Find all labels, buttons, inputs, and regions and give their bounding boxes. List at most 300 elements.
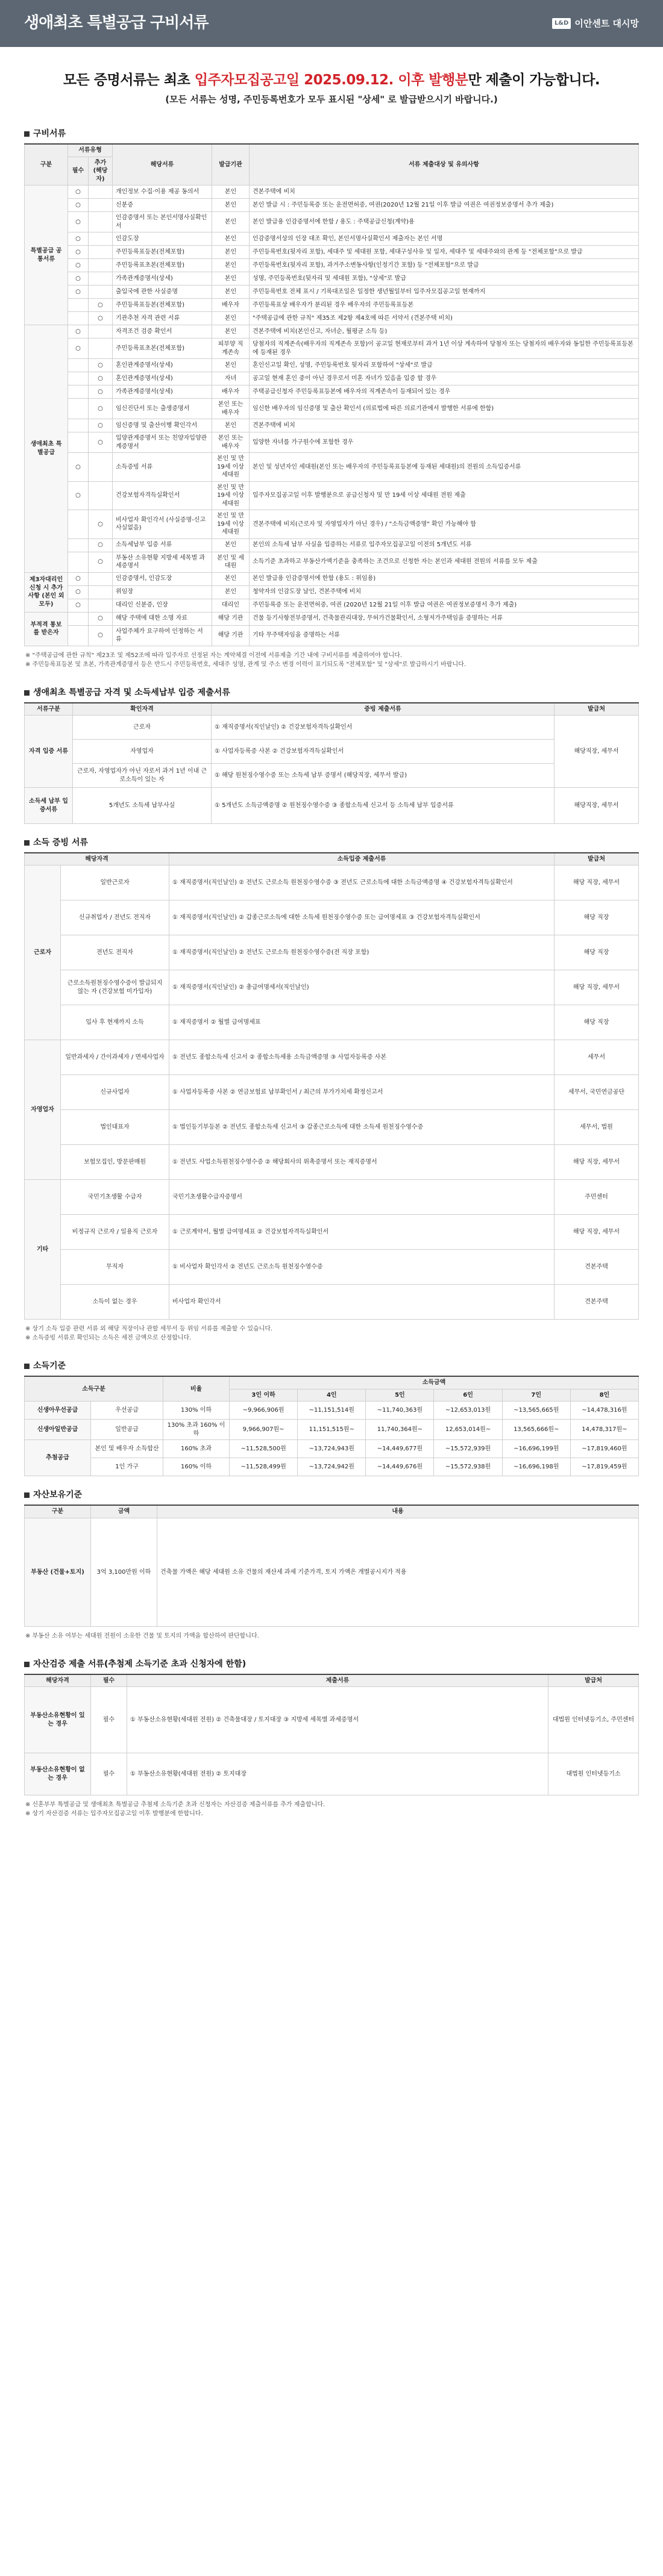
col-doc: 해당서류 (113, 144, 212, 186)
cell-extra: ○ (89, 299, 113, 312)
cell-docs: ① 법인등기부등본 ② 전년도 종합소득세 신고서 ③ 갑종근로소득에 대한 소득세 원천징수영수증 (169, 1110, 555, 1145)
cell-extra: ○ (89, 312, 113, 325)
cell-value: ~14,449,677원 (366, 1440, 434, 1458)
cell-extra (89, 259, 113, 272)
table-row (25, 538, 639, 552)
cell-doc: 출입국에 관한 사실증명 (113, 285, 212, 299)
cell-target: 근로자, 자영업자가 아닌 자로서 과거 1년 이내 근로소득이 있는 자 (73, 764, 212, 788)
col-size: 소득금액 (230, 1376, 639, 1389)
cell-detail: 주민등록번호(뒷자리 포함), 세대주 및 세대원 포함, 세대구성사유 및 일자, 세대주 및 세대주와의 관계 등 "전체포함"으로 발급 (250, 246, 639, 259)
cell-docs: 비사업자 확인각서 (169, 1285, 555, 1320)
cell-value: 9,966,907원~ (230, 1420, 298, 1440)
cell-doc: 인감도장 (113, 232, 212, 246)
cell-extra: ○ (89, 625, 113, 646)
table-row (25, 625, 639, 646)
cell-issuer: 해당 직장, 세무서 (555, 1215, 639, 1250)
cell-doc: 주민등록표등본(전체포함) (113, 299, 212, 312)
cell-must (68, 510, 89, 539)
table-row (25, 1285, 639, 1320)
cell-extra (89, 338, 113, 359)
cell-group: 자영업자 (25, 1040, 61, 1180)
cell-issuer: 대법원 인터넷등기소, 주민센터 (548, 1687, 639, 1753)
table-row (25, 246, 639, 259)
table-row (25, 1145, 639, 1180)
cell-value: ~17,819,460원 (570, 1440, 638, 1458)
cell-issuer: 해당직장, 세무서 (555, 716, 639, 788)
col-group: 구분 (25, 144, 68, 186)
cell-detail: 견본주택에 비치(근로자 및 자영업자가 아닌 경우) / "소득금액증명" 확인 가능해야 함 (250, 510, 639, 539)
income-docs-section (24, 685, 639, 824)
cell-detail: 주택공급신청자 주민등록표등본에 배우자의 직계존속이 등재되어 있는 경우 (250, 385, 639, 399)
cell-docs: ① 전년도 종합소득세 신고서 ② 종합소득세용 소득금액증명 ③ 사업자등록증 사본 (169, 1040, 555, 1075)
cell-issuer: 대법원 인터넷등기소 (548, 1753, 639, 1795)
cell-doc: 개인정보 수집·이용 제공 동의서 (113, 186, 212, 199)
cell-docs: ① 부동산소유현황(세대원 전원) ② 건축물대장 / 토지대장 ③ 지방세 세목별 과세증명서 (127, 1687, 548, 1753)
cell-label: 본인 및 배우자 소득합산 (91, 1440, 163, 1458)
cell-detail: "주택공급에 관한 규칙" 제35조 제2항 제4호에 따른 서약서 (견본주택 비치) (250, 312, 639, 325)
square-bullet-icon (24, 690, 30, 696)
cell-value: ~16,696,198원 (502, 1458, 570, 1476)
cell-extra (89, 453, 113, 482)
cell-extra: ○ (89, 372, 113, 385)
cell-docs: ① 재직증명서(직인날인) ② 건강보험자격득실확인서 (212, 716, 555, 740)
cell-docs: ① 재직증명서 ② 월별 급여명세표 (169, 1005, 555, 1040)
cell-issuer: 해당 직장, 세무서 (555, 1145, 639, 1180)
income-std-table (24, 1376, 639, 1476)
section-heading: 소득기준 (24, 1358, 639, 1376)
cell-extra: ○ (89, 359, 113, 372)
cell-issuer: 본인 및 세대원 (212, 552, 250, 572)
cell-issuer: 해당직장, 세무서 (555, 788, 639, 824)
cell-value: ~11,528,500원 (230, 1440, 298, 1458)
cell-value: ~12,653,013원 (434, 1402, 502, 1420)
col-member: 5인 (366, 1389, 434, 1402)
cell-sub: 국민기초생활 수급자 (61, 1180, 169, 1215)
cell-value: ~9,966,906원 (230, 1402, 298, 1420)
cell-must (68, 538, 89, 552)
cell-doc: 대리인 신분증, 인장 (113, 599, 212, 612)
cell-extra (89, 232, 113, 246)
cell-sub: 일반근로자 (61, 865, 169, 900)
cell-issuer: 본인 (212, 259, 250, 272)
cell-extra (89, 272, 113, 285)
col-target: 확인자격 (73, 703, 212, 716)
col-docs: 제출서류 (127, 1674, 548, 1687)
table-row (25, 372, 639, 385)
cell-must: ○ (68, 285, 89, 299)
cell-detail: 입양한 자녀를 가구원수에 포함한 경우 (250, 432, 639, 453)
cell-must: ○ (68, 199, 89, 212)
cell-issuer: 해당 기관 (212, 612, 250, 625)
cell-must (68, 419, 89, 432)
cell-issuer: 본인 (212, 325, 250, 338)
cell-detail: 건축물 가액은 해당 세대원 소유 건물의 재산세 과세 기준가격, 토지 가액은 개별공시지가 적용 (157, 1518, 639, 1626)
table-row (25, 900, 639, 935)
cell-label: 1인 가구 (91, 1458, 163, 1476)
income-std-section (24, 1358, 639, 1476)
cell-ratio: 130% 초과 160% 이하 (163, 1420, 230, 1440)
table-row (25, 338, 639, 359)
cell-doc: 건강보험자격득실확인서 (113, 481, 212, 510)
table-row (25, 232, 639, 246)
cell-type: 부동산 (건물+토지) (25, 1518, 91, 1626)
cell-must: ○ (68, 232, 89, 246)
col-member: 8인 (570, 1389, 638, 1402)
col-issuer: 발급처 (555, 703, 639, 716)
cell-detail: 주민등록표상 배우자가 분리된 경우 배우자의 주민등록표등본 (250, 299, 639, 312)
cell-value: ~11,528,499원 (230, 1458, 298, 1476)
asset-docs-table (24, 1674, 639, 1796)
cell-detail: 입주자모집공고일 이후 발행분으로 공급신청자 및 만 19세 이상 세대원 전원 제출 (250, 481, 639, 510)
notice-line2: (모든 서류는 성명, 주민등록번호가 모두 표시된 "상세" 로 발급받으시기 바랍니다.) (165, 94, 498, 105)
cell-doc: 비사업자 확인각서 (사실증명-신고사실없음) (113, 510, 212, 539)
cell-doc: 임신증명 및 출산이행 확인각서 (113, 419, 212, 432)
cell-value: 11,151,515원~ (298, 1420, 366, 1440)
cell-extra (89, 325, 113, 338)
cell-docs: ① 재직증명서(직인날인) ② 총급여명세서(직인날인) (169, 970, 555, 1005)
table-row (25, 1005, 639, 1040)
brand (552, 17, 639, 30)
cell-issuer: 견본주택 (555, 1285, 639, 1320)
cell-detail: 인감증명서상의 인장 대조 확인, 본인서명사실확인서 제출자는 본인 서명 (250, 232, 639, 246)
notice-line1: 모든 증명서류는 최초 입주자모집공고일 2025.09.12. 이후 발행분만 제출이 가능합니다. (63, 72, 600, 88)
cell-must (68, 625, 89, 646)
cell-target: 자영업자 (73, 740, 212, 764)
cell-must: ○ (68, 272, 89, 285)
col-docs: 소득입증 제출서류 (169, 853, 555, 865)
cell-must: ○ (68, 585, 89, 599)
cell-must: ○ (68, 212, 89, 232)
cell-sub: 전년도 전직자 (61, 935, 169, 970)
cell-docs: ① 근로계약서, 월별 급여명세표 ② 건강보험자격득실확인서 (169, 1215, 555, 1250)
cell-extra: ○ (89, 612, 113, 625)
square-bullet-icon (24, 1364, 30, 1369)
cell-sub: 일반과세자 / 간이과세자 / 면세사업자 (61, 1040, 169, 1075)
cell-value: 11,740,364원~ (366, 1420, 434, 1440)
cell-must: ○ (68, 599, 89, 612)
cell-detail: 공고일 현재 혼인 중이 아닌 경우로서 미혼 자녀가 있음을 입증 할 경우 (250, 372, 639, 385)
docs-section (24, 126, 639, 673)
cell-detail: 본인 발급 시 : 주민등록증 또는 운전면허증, 여권(2020년 12월 21일 이후 발급 여권은 여권정보증명서 추가 제출) (250, 199, 639, 212)
table-row (25, 272, 639, 285)
table-row (25, 935, 639, 970)
income-proof-section (24, 835, 639, 1347)
cell-detail: 견본주택에 비치 (250, 186, 639, 199)
cell-detail: 건물 등기사항전부증명서, 건축물관리대장, 무허가건물확인서, 소형저가주택임을 증명하는 서류 (250, 612, 639, 625)
cell-issuer: 본인 (212, 212, 250, 232)
cell-extra (89, 199, 113, 212)
cell-group: 신생아일반공급 (25, 1420, 91, 1440)
cell-value: ~11,151,514원 (298, 1402, 366, 1420)
col-type: 서류유형 (68, 144, 113, 157)
cell-issuer: 세무서, 국민연금공단 (555, 1075, 639, 1110)
cell-docs: ① 비사업자 확인각서 ② 전년도 근로소득 원천징수영수증 (169, 1250, 555, 1285)
cell-group: 제3자대리인 신청 시 추가사항 (본인 외 모두) (25, 572, 68, 612)
cell-detail: 본인의 소득세 납부 사실을 입증하는 서류로 입주자모집공고일 이전의 5개년도 서류 (250, 538, 639, 552)
asset-docs-notes: ※ 신혼부부 특별공급 및 생애최초 특별공급 추첨제 소득기준 초과 신청자는 자산검증 제출서류를 추가 제출합니다. ※ 상기 자산검증 서류는 입주자모집공고일 이후 발행분에 한합니다. (25, 1801, 325, 1818)
cell-value: 13,565,666원~ (502, 1420, 570, 1440)
asset-docs-section (24, 1656, 639, 1823)
cell-must: ○ (68, 572, 89, 585)
cell-sub: 소득이 없는 경우 (61, 1285, 169, 1320)
income-docs-table (24, 702, 639, 825)
cell-extra (89, 246, 113, 259)
cell-sub: 보험모집인, 방문판매원 (61, 1145, 169, 1180)
col-type: 해당자격 (25, 1674, 91, 1687)
cell-must: 필수 (91, 1687, 127, 1753)
cell-issuer: 배우자 (212, 299, 250, 312)
cell-value: ~13,724,943원 (298, 1440, 366, 1458)
table-row (25, 312, 639, 325)
cell-issuer: 해당 직장, 세무서 (555, 865, 639, 900)
brand-logo: L&D (552, 18, 571, 29)
cell-must: ○ (68, 186, 89, 199)
table-row (25, 385, 639, 399)
square-bullet-icon (24, 1662, 30, 1667)
table-row (25, 1040, 639, 1075)
table-row (25, 359, 639, 372)
cell-extra: ○ (89, 510, 113, 539)
cell-must: ○ (68, 246, 89, 259)
cell-must: ○ (68, 453, 89, 482)
table-row (25, 1250, 639, 1285)
cell-group: 기타 (25, 1180, 61, 1320)
cell-ratio: 130% 이하 (163, 1402, 230, 1420)
cell-group: 근로자 (25, 865, 61, 1040)
table-row (25, 432, 639, 453)
cell-doc: 주민등록표초본(전체포함) (113, 338, 212, 359)
cell-amount: 3억 3,100만원 이하 (91, 1518, 157, 1626)
table-row (25, 481, 639, 510)
cell-sub: 비정규직 근로자 / 일용직 근로자 (61, 1215, 169, 1250)
cell-must (68, 372, 89, 385)
table-row (25, 399, 639, 419)
cell-extra: ○ (89, 432, 113, 453)
cell-detail: 청약자의 인감도장 날인, 견본주택에 비치 (250, 585, 639, 599)
cell-issuer: 본인 및 만19세 이상 세대원 (212, 481, 250, 510)
cell-must: ○ (68, 481, 89, 510)
col-ratio: 비율 (163, 1376, 230, 1402)
cell-issuer: 대리인 (212, 599, 250, 612)
cell-docs: ① 해당 원천징수영수증 또는 소득세 납부 증명서 (해당직장, 세무서 발급) (212, 764, 555, 788)
cell-ratio: 160% 초과 (163, 1440, 230, 1458)
cell-group: 부적격 통보를 받은자 (25, 612, 68, 646)
cell-docs: ① 부동산소유현황(세대원 전원) ② 토지대장 (127, 1753, 548, 1795)
cell-must (68, 399, 89, 419)
cell-sub: 근로소득원천징수영수증이 발급되지 않는 자 (건강보험 미가입자) (61, 970, 169, 1005)
table-row (25, 865, 639, 900)
cell-sub: 법인대표자 (61, 1110, 169, 1145)
table-row (25, 1440, 639, 1458)
cell-issuer: 본인 (212, 572, 250, 585)
col-must: 필수 (91, 1674, 127, 1687)
cell-detail: 본인 발급용 인감증명서에 한함 / 용도 : 주택공급신청(계약)용 (250, 212, 639, 232)
cell-extra: ○ (89, 399, 113, 419)
table-row (25, 552, 639, 572)
cell-detail: 본인 및 성년자인 세대원(본인 또는 배우자의 주민등록표등본에 등재된 세대원)의 전원의 소득입증서류 (250, 453, 639, 482)
cell-issuer: 본인 (212, 538, 250, 552)
section-heading: 구비서류 (24, 126, 639, 143)
cell-detail: 주민등록증 또는 운전면허증, 여권 (2020년 12월 21일 이후 발급 여권은 여권정보증명서 추가 제출) (250, 599, 639, 612)
table-row (25, 970, 639, 1005)
cell-detail: 당첨자의 직계존속(배우자의 직계존속 포함)이 공고일 현재로부터 과거 1년 이상 계속하여 당첨자 또는 당첨자의 배우자와 동일한 주민등록표등본에 등재된 경우 (250, 338, 639, 359)
cell-detail: 기타 무주택자임을 증명하는 서류 (250, 625, 639, 646)
cell-issuer: 본인 (212, 585, 250, 599)
cell-value: ~15,572,938원 (434, 1458, 502, 1476)
square-bullet-icon (24, 840, 30, 846)
table-row (25, 453, 639, 482)
cell-issuer: 해당 직장 (555, 935, 639, 970)
cell-issuer: 해당 직장 (555, 1005, 639, 1040)
col-member: 3인 이하 (230, 1389, 298, 1402)
cell-type: 부동산소유현황이 없는 경우 (25, 1753, 91, 1795)
cell-must (68, 385, 89, 399)
table-row (25, 1402, 639, 1420)
table-row (25, 1420, 639, 1440)
cell-must (68, 552, 89, 572)
cell-target: 근로자 (73, 716, 212, 740)
cell-sub: 신규취업자 / 전년도 전직자 (61, 900, 169, 935)
cell-doc: 혼인관계증명서(상세) (113, 372, 212, 385)
section-heading: 자산검증 제출 서류(추첨제 소득기준 초과 신청자에 한함) (24, 1656, 639, 1674)
table-row (25, 299, 639, 312)
asset-std-section (24, 1487, 639, 1645)
cell-detail: 소득기준 초과하고 부동산가액기준을 충족하는 조건으로 신청한 자는 본인과 세대원 전원의 서류를 모두 제출 (250, 552, 639, 572)
cell-doc: 부동산 소유현황 지방세 세목별 과세증명서 (113, 552, 212, 572)
cell-detail: 혼인신고일 확인, 성명, 주민등록번호 뒷자리 포함하여 "상세"로 발급 (250, 359, 639, 372)
cell-issuer: 세무서 (555, 1040, 639, 1075)
cell-doc: 인감증명서, 인감도장 (113, 572, 212, 585)
cell-sub: 무직자 (61, 1250, 169, 1285)
cell-doc: 혼인관계증명서(상세) (113, 359, 212, 372)
cell-value: ~13,565,665원 (502, 1402, 570, 1420)
cell-value: ~14,449,676원 (366, 1458, 434, 1476)
cell-sub: 입사 후 현재까지 소득 (61, 1005, 169, 1040)
col-type: 소득구분 (25, 1376, 163, 1402)
page-title: 생애최초 특별공급 구비서류 (24, 14, 209, 33)
income-proof-table (24, 852, 639, 1320)
cell-doc: 소득세납부 입증 서류 (113, 538, 212, 552)
table-row (25, 199, 639, 212)
col-issuer: 발급처 (548, 1674, 639, 1687)
cell-extra (89, 481, 113, 510)
cell-value: ~14,478,316원 (570, 1402, 638, 1420)
col-member: 7인 (502, 1389, 570, 1402)
cell-docs: ① 5개년도 소득금액증명 ② 원천징수영수증 ③ 종합소득세 신고서 등 소득세 납부 입증서류 (212, 788, 555, 824)
cell-extra (89, 285, 113, 299)
cell-group: 특별공급 공통서류 (25, 186, 68, 325)
cell-issuer: 해당 직장 (555, 900, 639, 935)
col-type: 해당자격 (25, 853, 169, 865)
cell-detail: 견본주택에 비치(본인신고, 자녀순, 월평균 소득 등) (250, 325, 639, 338)
table-row (25, 572, 639, 585)
cell-issuer: 본인 (212, 419, 250, 432)
cell-doc: 기관추천 자격 관련 서류 (113, 312, 212, 325)
section-heading: 소득 증빙 서류 (24, 835, 639, 852)
cell-extra: ○ (89, 385, 113, 399)
cell-docs: ① 재직증명서(직인날인) ② 전년도 근로소득 원천징수영수증 ③ 전년도 근로소득에 대한 소득금액증명 ④ 건강보험자격득실확인서 (169, 865, 555, 900)
cell-type: 자격 입증 서류 (25, 716, 73, 788)
cell-value: ~13,724,942원 (298, 1458, 366, 1476)
table-row (25, 1110, 639, 1145)
col-member: 4인 (298, 1389, 366, 1402)
table-row (25, 325, 639, 338)
cell-value: ~15,572,939원 (434, 1440, 502, 1458)
asset-std-table (24, 1505, 639, 1627)
cell-issuer: 본인 및 만19세 이상 세대원 (212, 510, 250, 539)
cell-issuer: 피부양 직계존속 (212, 338, 250, 359)
cell-must: ○ (68, 325, 89, 338)
cell-doc: 해당 주택에 대한 소명 자료 (113, 612, 212, 625)
cell-extra (89, 186, 113, 199)
cell-issuer: 본인 (212, 246, 250, 259)
cell-issuer: 자녀 (212, 372, 250, 385)
cell-doc: 위임장 (113, 585, 212, 599)
cell-doc: 입양관계증명서 또는 친양자입양관계증명서 (113, 432, 212, 453)
cell-issuer: 본인 (212, 232, 250, 246)
table-row (25, 186, 639, 199)
col-must: 필수 (68, 157, 89, 186)
cell-extra: ○ (89, 419, 113, 432)
cell-issuer: 본인 (212, 359, 250, 372)
cell-docs: ① 사업자등록증 사본 ② 연금보험료 납부확인서 / 최근의 부가가치세 확정신고서 (169, 1075, 555, 1110)
cell-value: 12,653,014원~ (434, 1420, 502, 1440)
cell-doc: 자격조건 검증 확인서 (113, 325, 212, 338)
cell-doc: 임신진단서 또는 출생증명서 (113, 399, 212, 419)
table-row (25, 259, 639, 272)
cell-extra: ○ (89, 552, 113, 572)
cell-must (68, 359, 89, 372)
cell-detail: 주민등록번호(뒷자리 포함), 과거주소변동사항(인정기간 포함) 등 "전체포함"으로 발급 (250, 259, 639, 272)
docs-notes: ※ "주택공급에 관한 규칙" 제23조 및 제52조에 따라 입주자로 선정된 자는 계약체결 이전에 서류제출 기간 내에 구비서류를 제출하여야 합니다. ※ 주민등록표등본 및 초본, 가족관계증명서 등은 반드시 주민등록번호, 세대주 성명, 관계 및 주소 변경 이력이 표기되도록 "전체포함" 및 "상세"로 발급하시기 바랍니다. (25, 652, 466, 668)
cell-extra (89, 572, 113, 585)
cell-doc: 인감증명서 또는 본인서명사실확인서 (113, 212, 212, 232)
top-banner (0, 0, 663, 47)
cell-doc: 소득증빙 서류 (113, 453, 212, 482)
cell-value: 14,478,317원~ (570, 1420, 638, 1440)
table-row (25, 585, 639, 599)
col-issuer: 발급기관 (212, 144, 250, 186)
cell-issuer: 본인 (212, 272, 250, 285)
table-row (25, 419, 639, 432)
cell-doc: 사업주체가 요구하여 인정하는 서류 (113, 625, 212, 646)
section-heading: 생애최초 특별공급 자격 및 소득세납부 입증 제출서류 (24, 685, 639, 702)
cell-issuer: 본인 (212, 285, 250, 299)
cell-doc: 주민등록표등본(전체포함) (113, 246, 212, 259)
cell-issuer: 견본주택 (555, 1250, 639, 1285)
cell-must: ○ (68, 338, 89, 359)
cell-type: 소득세 납부 입증서류 (25, 788, 73, 824)
table-row (25, 212, 639, 232)
cell-issuer: 본인 또는 배우자 (212, 399, 250, 419)
cell-docs: ① 전년도 사업소득원천징수영수증 ② 해당회사의 위촉증명서 또는 재직증명서 (169, 1145, 555, 1180)
docs-table (24, 143, 639, 646)
cell-value: ~11,740,363원 (366, 1402, 434, 1420)
square-bullet-icon (24, 131, 30, 137)
col-type: 서류구분 (25, 703, 73, 716)
cell-doc: 신분증 (113, 199, 212, 212)
col-type: 구분 (25, 1505, 91, 1518)
brand-name: 이안센트 대시망 (574, 17, 639, 29)
col-detail: 서류 제출대상 및 유의사항 (250, 144, 639, 186)
cell-doc: 가족관계증명서(상세) (113, 385, 212, 399)
cell-issuer: 배우자 (212, 385, 250, 399)
col-docs: 증빙 제출서류 (212, 703, 555, 716)
square-bullet-icon (24, 1492, 30, 1498)
cell-extra: ○ (89, 538, 113, 552)
cell-value: ~17,819,459원 (570, 1458, 638, 1476)
cell-sub: 신규사업자 (61, 1075, 169, 1110)
